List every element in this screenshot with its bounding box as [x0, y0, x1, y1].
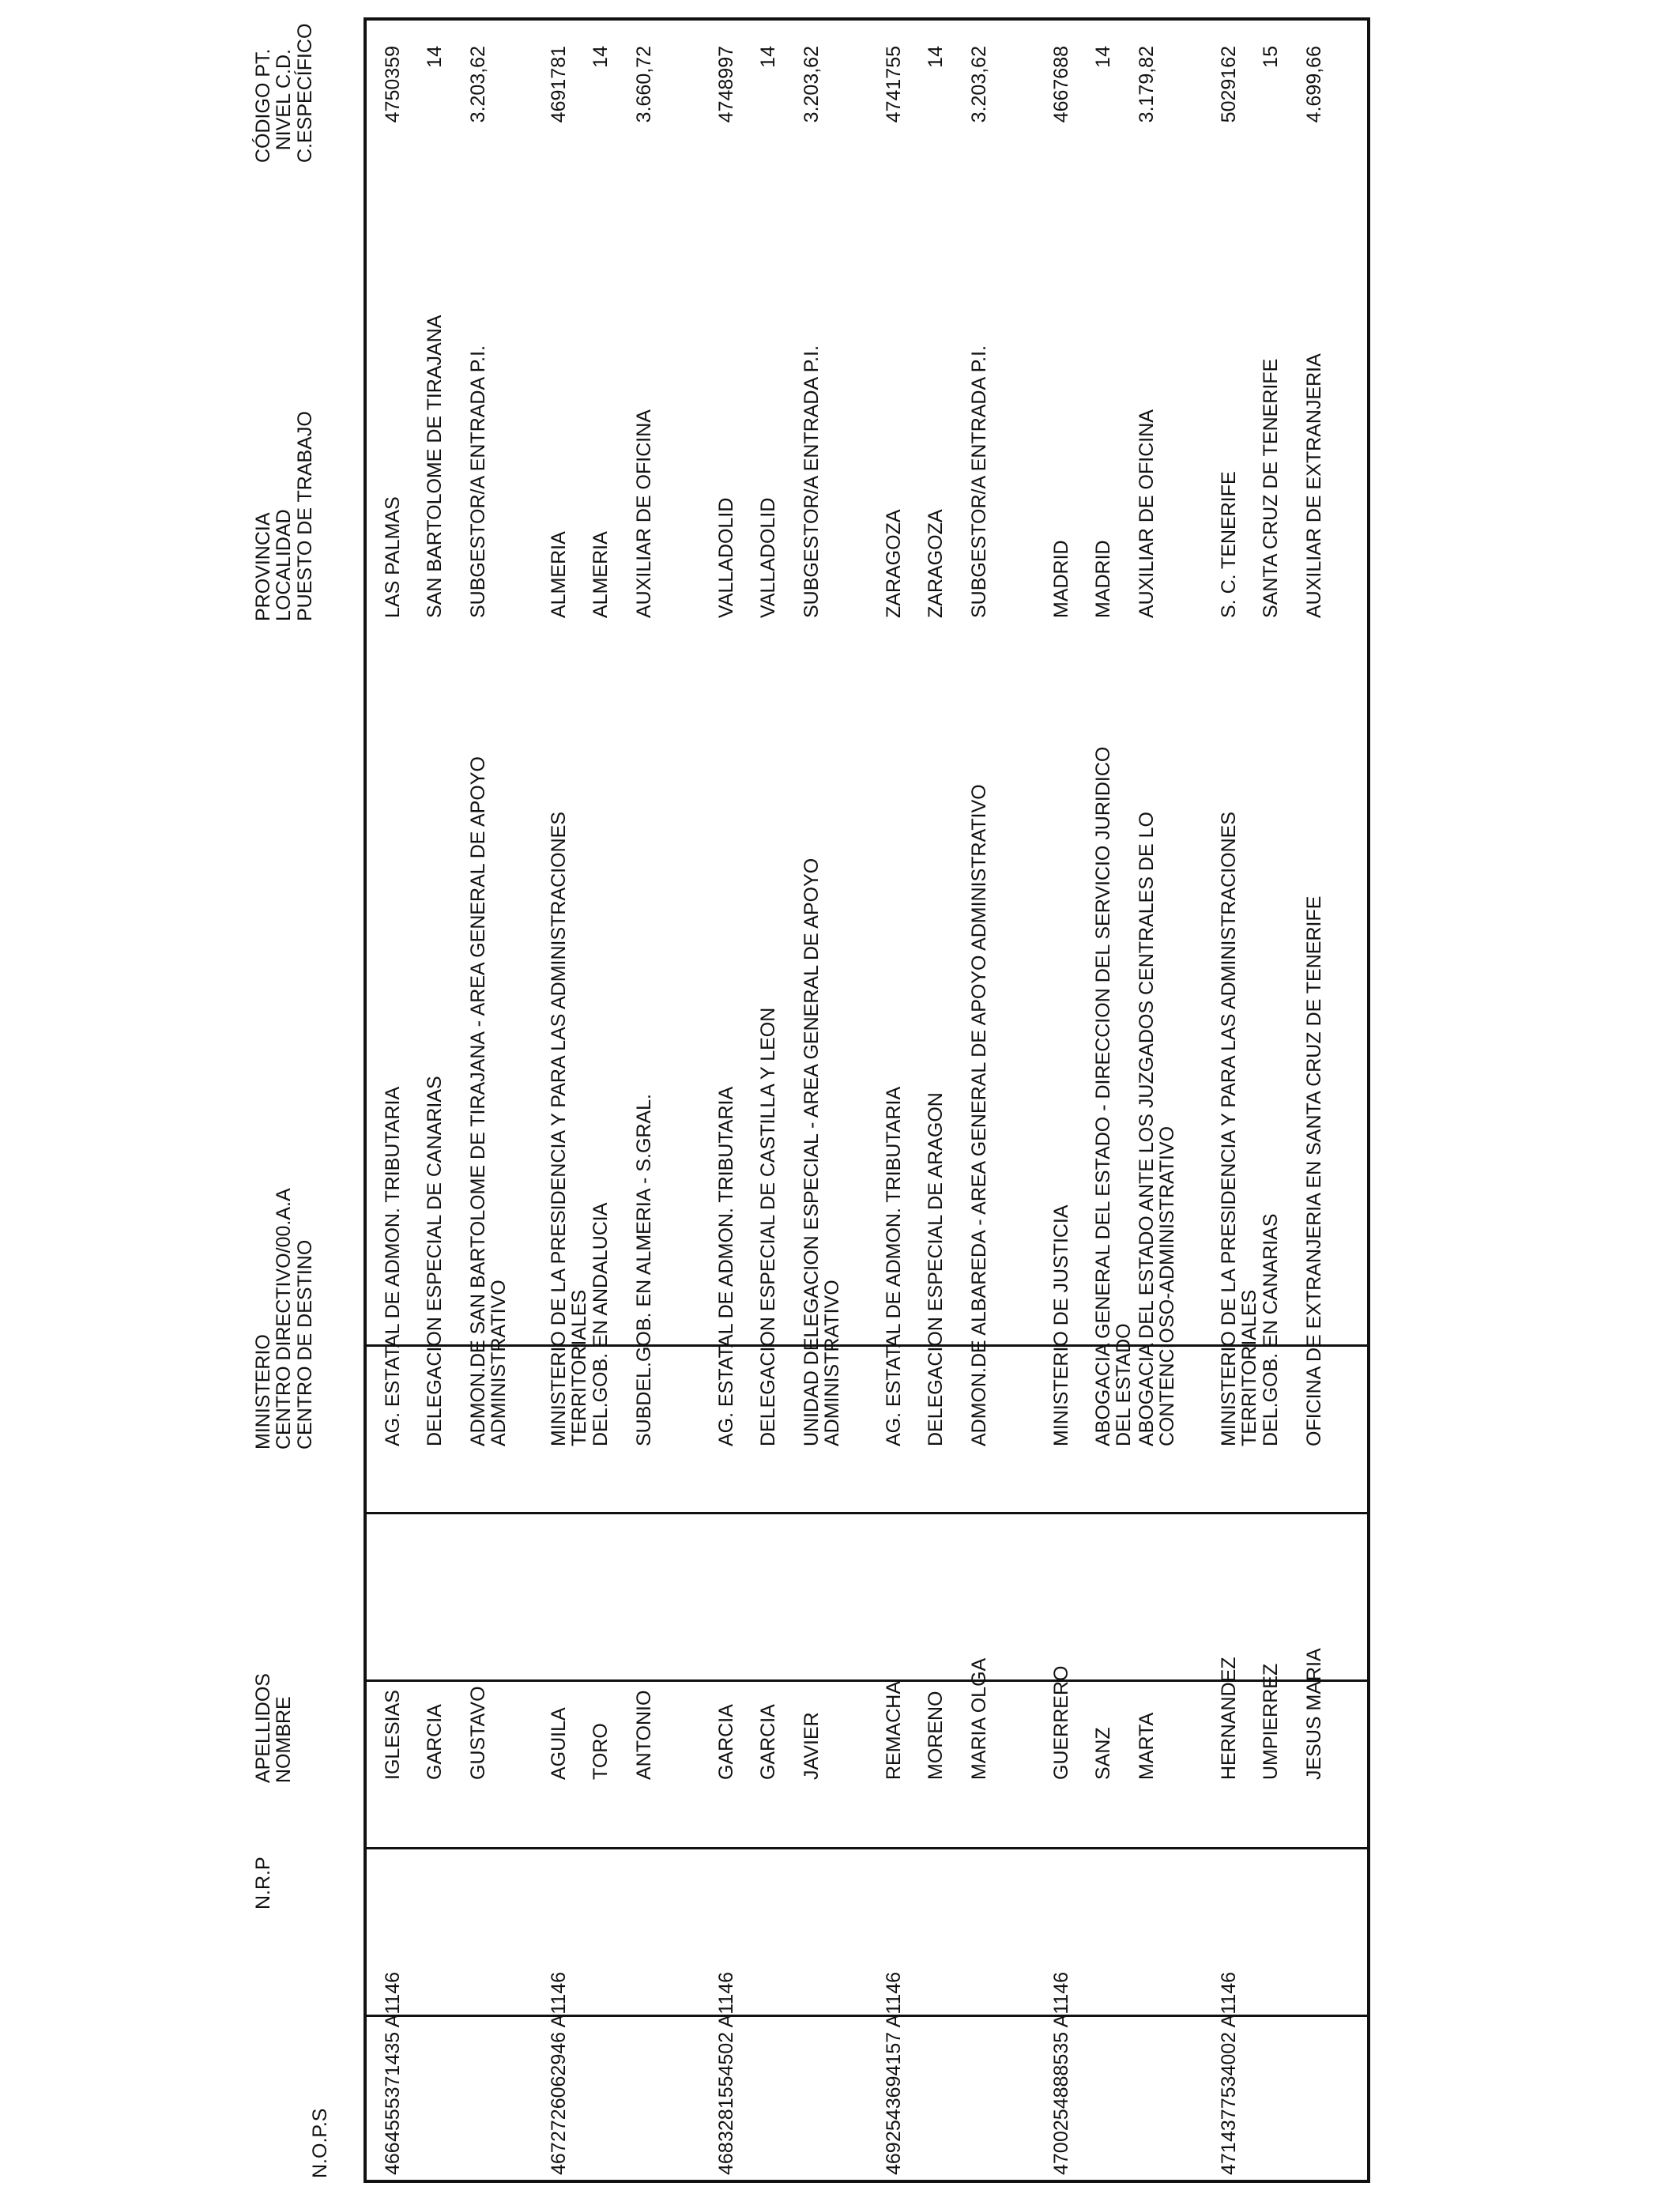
record-centro-destino-line: CONTENCIOSO-ADMINISTRATIVO	[1156, 1125, 1179, 1446]
record-ministerio	[548, 812, 590, 1446]
record-nivel: 14	[1092, 46, 1114, 68]
header-codigo-nivel-especifico	[252, 23, 316, 163]
header-centro-destino-label: CENTRO DE DESTINO	[293, 1239, 316, 1449]
record-puesto: SUBGESTOR/A ENTRADA P.I.	[968, 345, 990, 618]
record-codigo: 4748997	[715, 46, 737, 123]
record-especifico: 3.203,62	[467, 46, 489, 123]
record-ministerio: AG. ESTATAL DE ADMON. TRIBUTARIA	[883, 1086, 905, 1446]
record-puesto: AUXILIAR DE EXTRANJERIA	[1303, 353, 1325, 618]
record-ministerio: AG. ESTATAL DE ADMON. TRIBUTARIA	[715, 1086, 737, 1446]
record-centro-destino-line: UNIDAD DELEGACION ESPECIAL - AREA GENERAL DE APOYO	[800, 858, 823, 1446]
record-apellido2: GARCIA	[424, 1704, 446, 1780]
record-especifico: 3.203,62	[800, 46, 823, 123]
record-apellido1: GARCIA	[715, 1704, 737, 1780]
record-nrp: 2726062946 A1146	[548, 1971, 570, 2142]
record-puesto: SUBGESTOR/A ENTRADA P.I.	[467, 345, 489, 618]
row-divider	[367, 1847, 1367, 1849]
record-localidad: ZARAGOZA	[925, 509, 947, 618]
record-nivel: 15	[1260, 46, 1282, 68]
header-codigo-label: CÓDIGO PT.	[252, 48, 274, 163]
header-provincia-label: PROVINCIA	[252, 512, 274, 621]
record-ministerio-line: TERRITORIALES	[568, 1289, 591, 1446]
record-apellido1: GUERRERO	[1050, 1665, 1072, 1780]
header-apellidos-label: APELLIDOS	[252, 1673, 274, 1783]
record-provincia: MADRID	[1050, 540, 1072, 618]
header-nrp-label: N.R.P	[252, 1857, 274, 1909]
record-provincia: VALLADOLID	[715, 497, 737, 618]
record-codigo: 4750359	[382, 46, 404, 123]
record-puesto: AUXILIAR DE OFICINA	[1136, 409, 1158, 618]
record-centro-directivo: DELEGACION ESPECIAL DE CANARIAS	[424, 1076, 446, 1446]
record-puesto: AUXILIAR DE OFICINA	[633, 409, 655, 618]
record-centro-directivo: DELEGACION ESPECIAL DE ARAGON	[925, 1092, 947, 1446]
record-centro-destino	[801, 858, 843, 1446]
record-ministerio-line: MINISTERIO DE LA PRESIDENCIA Y PARA LAS ADMINISTRACIONES	[1218, 811, 1240, 1446]
record-apellido2: SANZ	[1092, 1727, 1114, 1780]
record-nombre: JESUS MARIA	[1303, 1648, 1325, 1780]
record-nombre: MARIA OLGA	[968, 1657, 990, 1780]
record-localidad: VALLADOLID	[757, 497, 779, 618]
record-provincia: S. C. TENERIFE	[1218, 471, 1240, 618]
record-localidad: SAN BARTOLOME DE TIRAJANA	[424, 315, 446, 618]
record-ministerio: AG. ESTATAL DE ADMON. TRIBUTARIA	[382, 1086, 404, 1446]
record-codigo: 4667688	[1050, 46, 1072, 123]
record-nrp: 3281554502 A1146	[715, 1971, 737, 2142]
record-provincia: ZARAGOZA	[883, 509, 905, 618]
record-apellido1: REMACHA	[883, 1680, 905, 1780]
record-centro-destino-line: ADMINISTRATIVO	[488, 1280, 510, 1446]
record-localidad: MADRID	[1092, 540, 1114, 618]
row-divider	[367, 1512, 1367, 1514]
record-nombre: JAVIER	[800, 1712, 823, 1780]
record-centro-destino-line: ADMINISTRATIVO	[821, 1280, 844, 1446]
record-centro-directivo	[1093, 747, 1135, 1446]
record-apellido1: IGLESIAS	[382, 1690, 404, 1780]
record-ministerio	[1219, 812, 1260, 1446]
record-provincia: LAS PALMAS	[382, 496, 404, 618]
record-especifico: 3.203,62	[968, 46, 990, 123]
record-apellido2: TORO	[590, 1723, 612, 1780]
record-nops: 468	[715, 2142, 737, 2175]
record-localidad: ALMERIA	[590, 531, 612, 618]
record-nrp: 2543694157 A1146	[883, 1971, 905, 2142]
record-nombre: GUSTAVO	[467, 1686, 489, 1780]
record-apellido1: HERNANDEZ	[1218, 1657, 1240, 1780]
header-nrp	[253, 1857, 273, 1909]
record-provincia: ALMERIA	[548, 531, 570, 618]
record-especifico: 3.660,72	[633, 46, 655, 123]
record-centro-destino: ADMON.DE ALBAREDA - AREA GENERAL DE APOYO ADMINISTRATIVO	[968, 784, 990, 1446]
header-nops-label: N.O.P.S	[309, 2108, 331, 2178]
record-centro-directivo: DELEGACION ESPECIAL DE CASTILLA Y LEON	[757, 1007, 779, 1446]
header-nombre-label: NOMBRE	[273, 1696, 296, 1783]
record-localidad: SANTA CRUZ DE TENERIFE	[1260, 358, 1282, 618]
record-nrp: 4555371435 A1146	[382, 1971, 404, 2142]
record-nivel: 14	[590, 46, 612, 68]
header-especifico-label: C.ESPECÍFICO	[293, 23, 316, 163]
record-centro-destino: SUBDEL.GOB. EN ALMERIA - S.GRAL.	[633, 1094, 655, 1446]
record-apellido2: UMPIERREZ	[1260, 1663, 1282, 1780]
record-centro-directivo: DEL.GOB. EN ANDALUCIA	[590, 1202, 612, 1446]
header-ministerio-centros	[253, 1188, 315, 1449]
record-nrp: 0254888535 A1146	[1050, 1971, 1072, 2142]
record-apellido2: MORENO	[925, 1691, 947, 1780]
record-codigo: 5029162	[1218, 46, 1240, 123]
record-centro-destino: OFICINA DE EXTRANJERIA EN SANTA CRUZ DE TENERIFE	[1303, 895, 1325, 1446]
record-especifico: 4.699,66	[1303, 46, 1325, 123]
header-nivel-label: NIVEL C.D.	[273, 49, 296, 151]
record-codigo: 4691781	[548, 46, 570, 123]
record-codigo: 4741755	[883, 46, 905, 123]
record-nivel: 14	[925, 46, 947, 68]
record-centro-destino-line: ADMON.DE SAN BARTOLOME DE TIRAJANA - AREA GENERAL DE APOYO	[467, 756, 489, 1446]
header-nops	[310, 2109, 330, 2178]
record-nrp: 4377534002 A1146	[1218, 1971, 1240, 2142]
record-puesto: SUBGESTOR/A ENTRADA P.I.	[800, 345, 823, 618]
record-centro-destino	[1136, 812, 1178, 1446]
header-ministerio-label: MINISTERIO	[252, 1334, 274, 1449]
record-centro-destino-line: ABOGACIA DEL ESTADO ANTE LOS JUZGADOS CENTRALES DE LO	[1136, 812, 1158, 1446]
records-table	[363, 17, 1370, 2183]
record-apellido1: AGUILA	[548, 1707, 570, 1780]
header-apellidos-nombre	[253, 1673, 295, 1783]
record-apellido2: GARCIA	[757, 1704, 779, 1780]
record-nops: 470	[1050, 2142, 1072, 2175]
record-centro-directivo-line: DEL ESTADO	[1113, 1323, 1136, 1446]
record-nops: 467	[548, 2142, 570, 2175]
record-centro-directivo-line: ABOGACIA GENERAL DEL ESTADO - DIRECCION DEL SERVICIO JURIDICO	[1092, 746, 1114, 1446]
record-centro-directivo: DEL.GOB. EN CANARIAS	[1260, 1213, 1282, 1446]
record-centro-destino	[468, 756, 510, 1446]
header-provincia-localidad-puesto	[253, 411, 315, 621]
record-nombre: ANTONIO	[633, 1690, 655, 1780]
record-nops: 466	[382, 2142, 404, 2175]
record-ministerio-line: MINISTERIO DE LA PRESIDENCIA Y PARA LAS ADMINISTRACIONES	[548, 811, 570, 1446]
record-nops: 469	[883, 2142, 905, 2175]
record-especifico: 3.179,82	[1136, 46, 1158, 123]
record-nivel: 14	[757, 46, 779, 68]
record-nivel: 14	[424, 46, 446, 68]
record-ministerio-line: TERRITORIALES	[1238, 1289, 1261, 1446]
record-ministerio: MINISTERIO DE JUSTICIA	[1050, 1204, 1072, 1446]
header-localidad-label: LOCALIDAD	[273, 509, 296, 621]
header-centro-directivo-label: CENTRO DIRECTIVO/00.A.A	[273, 1188, 296, 1449]
record-nops: 471	[1218, 2142, 1240, 2175]
record-nombre: MARTA	[1136, 1712, 1158, 1780]
header-puesto-label: PUESTO DE TRABAJO	[293, 411, 316, 621]
